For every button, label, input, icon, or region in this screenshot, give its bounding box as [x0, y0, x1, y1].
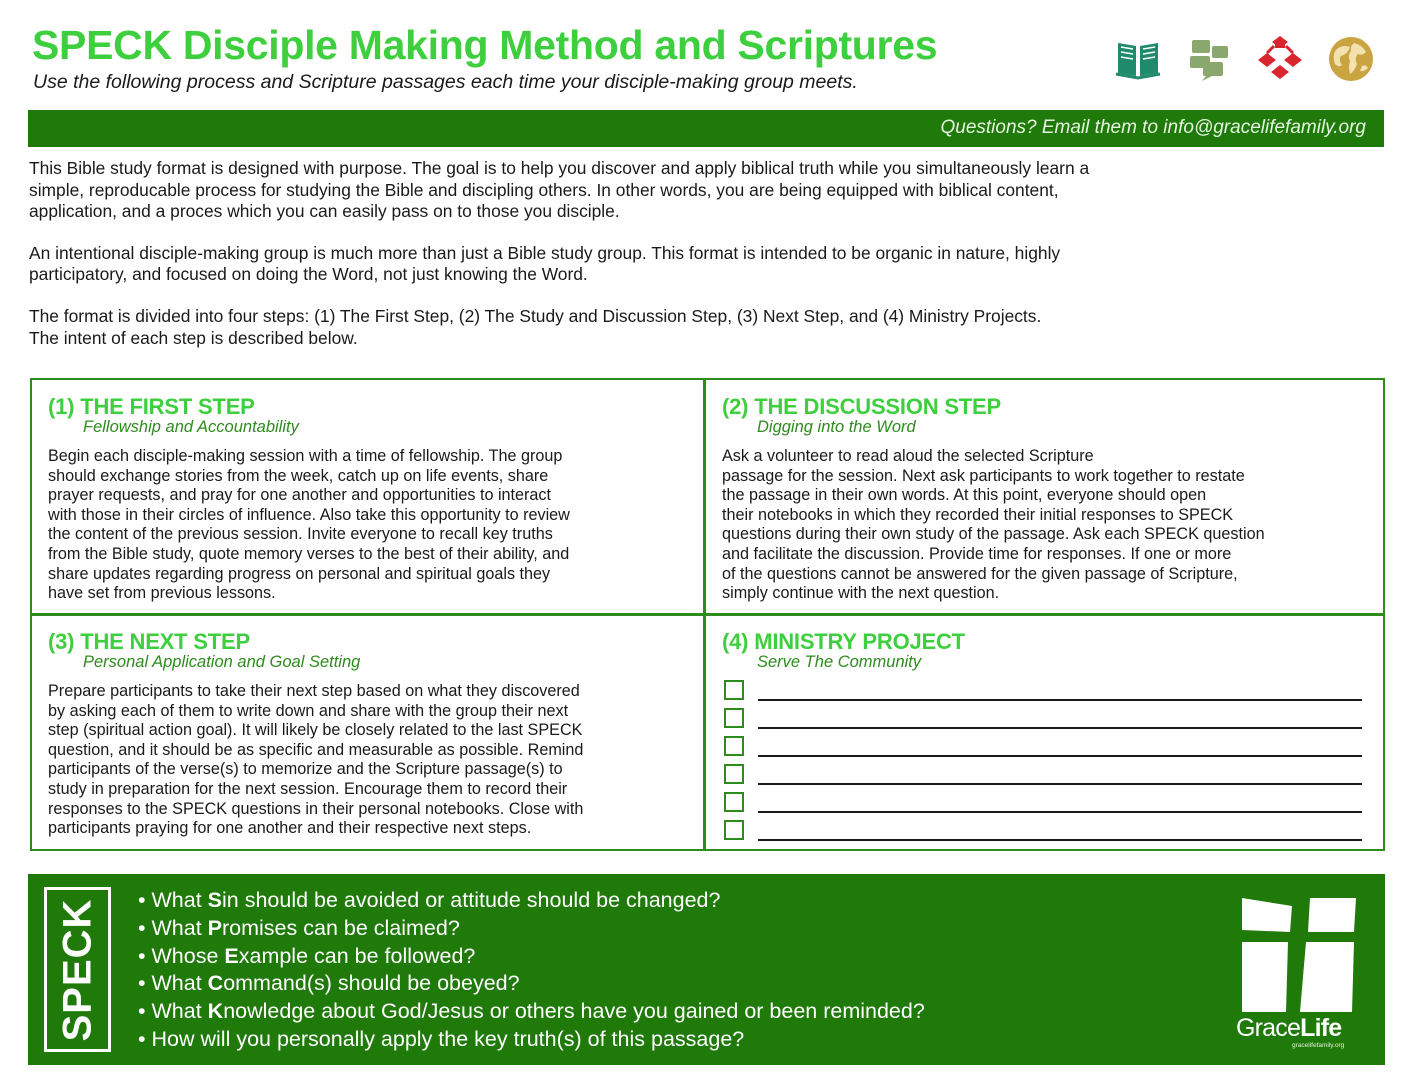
header-icons	[1114, 34, 1379, 86]
checkbox[interactable]	[724, 736, 744, 756]
write-in-line[interactable]	[758, 727, 1362, 729]
speck-questions-panel	[28, 874, 1385, 1065]
community-icon	[1254, 34, 1306, 82]
checklist-row	[722, 819, 1362, 847]
checklist-row	[722, 707, 1362, 735]
intro-paragraph-2: An intentional disciple-making group is much more than just a Bible study group. This format is intended to be organic in nature, highly participatory, and focused on doing the Word, not just knowing the Word.	[29, 242, 1061, 285]
write-in-line[interactable]	[758, 839, 1362, 841]
speck-question-list	[138, 887, 925, 1054]
speck-question: • What Sin should be avoided or attitude should be changed?	[138, 888, 721, 912]
checklist-row	[722, 735, 1362, 763]
speck-label: SPECK	[44, 887, 111, 1052]
speck-question: • What Promises can be claimed?	[138, 915, 460, 940]
step-body: Begin each disciple-making session with a time of fellowship. The group should exchange stories from the week, catch up on life events, share prayer requests, and pray for one another and opportunities to interact with those in their circles of influence. Also take this opportunity to review the content of the previous session. Invite everyone to recall key truths from the Bible study, quote memory verses to the best of their ability, and share updates regarding progress on personal and spiritual goals they have set from previous lessons.	[48, 447, 570, 603]
step-subheading: Serve The Community	[757, 653, 922, 671]
speck-question: • How will you personally apply the key truth(s) of this passage?	[138, 1026, 745, 1051]
write-in-line[interactable]	[758, 811, 1362, 813]
page-title: SPECK Disciple Making Method and Scriptures	[32, 22, 938, 68]
step-body: Prepare participants to take their next step based on what they discovered by asking each of them to write down and share with the group their next step (spiritual action goal). It will likely be closely related to the last SPECK question, and it should be as specific and measurable as possible. Remind participants of the verse(s) to memorize and the Scripture passage(s) to study in preparation for the next session. Encourage them to record their responses to the SPECK questions in their personal notebooks. Close with participants praying for one another and their respective next steps.	[48, 682, 584, 838]
step-next	[48, 629, 583, 839]
step-heading: (4) MINISTRY PROJECT	[722, 629, 965, 654]
discussion-icon	[1186, 34, 1234, 82]
speck-question: • Whose Example can be followed?	[138, 943, 476, 968]
contact-email-text[interactable]: Questions? Email them to info@gracelifefamily.org	[940, 117, 1366, 138]
intro-section	[29, 158, 1369, 369]
bible-icon	[1114, 34, 1162, 82]
brand-wordmark: GraceLife	[1236, 1014, 1342, 1042]
step-subheading: Fellowship and Accountability	[83, 418, 299, 436]
step-heading: (1) THE FIRST STEP	[48, 394, 255, 419]
checklist-row	[722, 763, 1362, 791]
gracelife-logo	[1236, 894, 1360, 1050]
checkbox[interactable]	[724, 820, 744, 840]
intro-paragraph-1: This Bible study format is designed with purpose. The goal is to help you discover and apply biblical truth while you simultaneously learn a simple, reproducable process for studying the Bible and discipling others. In other words, you are being equipped with biblical content, application, and a proces which you can easily pass on to those you disciple.	[29, 158, 1090, 222]
checklist-row	[722, 791, 1362, 819]
brand-url: gracelifefamily.org	[1292, 1042, 1345, 1049]
globe-icon	[1326, 34, 1376, 84]
checkbox[interactable]	[724, 708, 744, 728]
ministry-checklist	[722, 679, 1362, 847]
step-heading: (3) THE NEXT STEP	[48, 629, 250, 654]
page-subtitle: Use the following process and Scripture passages each time your disciple-making group meets.	[33, 71, 858, 93]
checkbox[interactable]	[724, 792, 744, 812]
intro-paragraph-3: The format is divided into four steps: (1) The First Step, (2) The Study and Discussion Step, (3) Next Step, and (4) Ministry Projects. The intent of each step is described below.	[29, 305, 1042, 348]
step-subheading: Personal Application and Goal Setting	[83, 653, 361, 671]
steps-grid	[30, 378, 1385, 851]
speck-question: • What Command(s) should be obeyed?	[138, 971, 520, 996]
step-heading: (2) THE DISCUSSION STEP	[722, 394, 1001, 419]
checkbox[interactable]	[724, 680, 744, 700]
write-in-line[interactable]	[758, 699, 1362, 701]
grid-divider-horizontal	[32, 613, 1383, 616]
speck-question: • What Knowledge about God/Jesus or others have you gained or been reminded?	[138, 999, 925, 1024]
checklist-row	[722, 679, 1362, 707]
checkbox[interactable]	[724, 764, 744, 784]
step-body: Ask a volunteer to read aloud the selected Scripture passage for the session. Next ask participants to work together to restate the passage in their own words. At this point, everyone should open their notebooks in which they recorded their initial responses to SPECK questions during their own study of the passage. Ask each SPECK question and facilitate the discussion. Provide time for responses. If one or more of the questions cannot be answered for the given passage of Scripture, simply continue with the next question.	[722, 447, 1265, 603]
contact-banner	[28, 110, 1384, 147]
write-in-line[interactable]	[758, 755, 1362, 757]
write-in-line[interactable]	[758, 783, 1362, 785]
step-first	[48, 394, 570, 604]
cross-logo-icon	[1238, 896, 1362, 1014]
step-subheading: Digging into the Word	[757, 418, 916, 436]
step-ministry	[722, 629, 965, 672]
step-discussion	[722, 394, 1265, 604]
